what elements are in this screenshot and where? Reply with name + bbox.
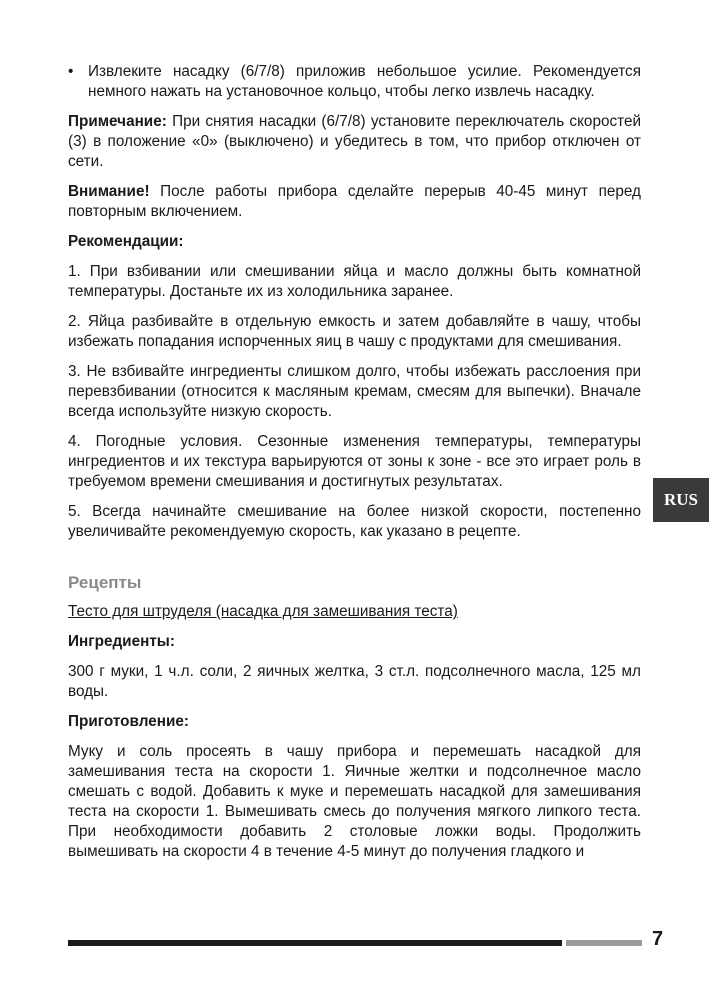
preparation-text: Муку и соль просеять в чашу прибора и перемешать насадкой для замешивания теста на скорости 1. Яичные желтки и подсолнечное масло смешать с водой. Добавить к муке и перемешать насадкой для замешивания теста на скорости 1. Вымешивать смесь до получения мягкого липкого теста. При необходимости добавить 2 столовые ложки воды. Продолжить вымешивать на скорости 4 в течение 4-5 минут до получения гладкого и	[68, 743, 641, 860]
page-content	[68, 62, 641, 872]
note-paragraph	[68, 112, 641, 172]
page-number: 7	[652, 928, 664, 950]
bullet-item	[68, 62, 641, 102]
note-label: Примечание:	[68, 113, 167, 130]
warning-label: Внимание!	[68, 183, 150, 200]
bullet-marker: •	[68, 63, 74, 80]
warning-text: После работы прибора сделайте перерыв 40-45 минут перед повторным включением.	[68, 183, 641, 220]
footer-bar-dark	[68, 940, 562, 946]
warning-paragraph	[68, 182, 641, 222]
language-tab: RUS	[653, 478, 709, 522]
recipe-subtitle: Тесто для штруделя (насадка для замешивания теста)	[68, 603, 458, 620]
recommendations-heading: Рекомендации:	[68, 233, 184, 250]
recommendation-item-4: 4. Погодные условия. Сезонные изменения температуры, температуры ингредиентов и их текстура варьируются от зоны к зоне - все это играет роль в требуемом времени смешивания и достигнутых результатах.	[68, 433, 641, 490]
ingredients-text: 300 г муки, 1 ч.л. соли, 2 яичных желтка, 3 ст.л. подсолнечного масла, 125 мл воды.	[68, 663, 641, 700]
recommendation-item-3: 3. Не взбивайте ингредиенты слишком долго, чтобы избежать расслоения при перевзбивании (относится к масляным кремам, смесям для выпечки). Вначале всегда используйте низкую скорость.	[68, 363, 641, 420]
recommendation-item-2: 2. Яйца разбивайте в отдельную емкость и затем добавляйте в чашу, чтобы избежать попадания испорченных яиц в чашу с продуктами для смешивания.	[68, 313, 641, 350]
note-text: При снятия насадки (6/7/8) установите переключатель скоростей (3) в положение «0» (выключено) и убедитесь в том, что прибор отключен от сети.	[68, 113, 641, 170]
recommendation-item-5: 5. Всегда начинайте смешивание на более низкой скорости, постепенно увеличивайте рекомендуемую скорость, как указано в рецепте.	[68, 503, 641, 540]
footer-bar-light	[566, 940, 642, 946]
preparation-heading: Приготовление:	[68, 713, 189, 730]
ingredients-heading: Ингредиенты:	[68, 633, 175, 650]
recommendation-item-1: 1. При взбивании или смешивании яйца и масло должны быть комнатной температуры. Достаньте их из холодильника заранее.	[68, 263, 641, 300]
recipes-title: Рецепты	[68, 573, 142, 592]
bullet-text: Извлеките насадку (6/7/8) приложив небольшое усилие. Рекомендуется немного нажать на установочное кольцо, чтобы легко извлечь насадку.	[88, 63, 641, 100]
